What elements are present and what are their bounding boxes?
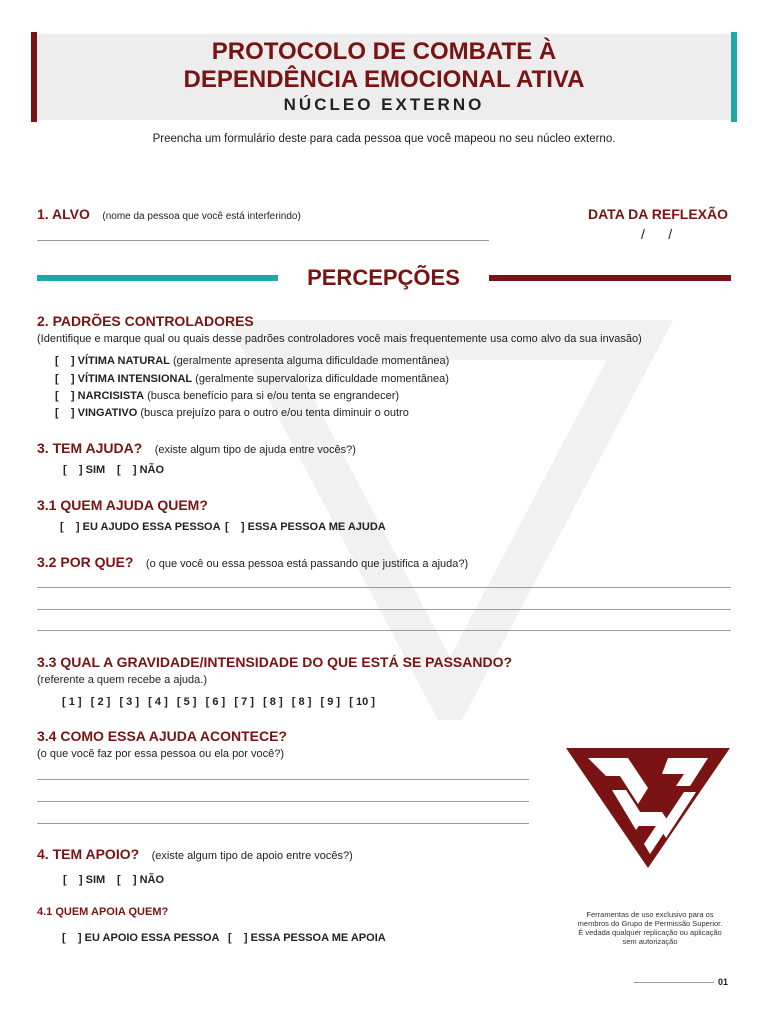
q3-title: 3. TEM AJUDA? (37, 440, 143, 456)
option-label: VÍTIMA INTENSIONAL (77, 373, 193, 385)
q31-title: 3.1 QUEM AJUDA QUEM? (37, 497, 208, 513)
page-number: 01 (718, 977, 729, 987)
q41-option-2[interactable]: [ ] ESSA PESSOA ME APOIA (228, 932, 386, 944)
data-reflexao-label: DATA DA REFLEXÃO (588, 206, 728, 222)
q3-option-sim[interactable]: [ ] SIM (63, 464, 106, 476)
q32-answer-line-3[interactable] (37, 630, 731, 631)
q41-option-1[interactable]: [ ] EU APOIO ESSA PESSOA (62, 932, 220, 944)
header-right-bar (731, 32, 737, 122)
data-reflexao-field[interactable]: / / (641, 226, 673, 242)
gps-logo-icon (566, 746, 730, 870)
alvo-block (37, 206, 301, 224)
q2-option-3[interactable] (55, 390, 399, 402)
q32-answer-line-1[interactable] (37, 587, 731, 588)
q41-title: 4.1 QUEM APOIA QUEM? (37, 906, 169, 918)
option-label: VINGATIVO (77, 407, 138, 419)
checkbox[interactable]: [ ] (55, 373, 75, 385)
footer-rule (634, 982, 714, 983)
q34-title: 3.4 COMO ESSA AJUDA ACONTECE? (37, 728, 287, 744)
q3-note: (existe algum tipo de ajuda entre vocês?) (154, 444, 356, 456)
q31-option-2[interactable]: [ ] ESSA PESSOA ME AJUDA (225, 521, 386, 533)
q2-option-1[interactable] (55, 355, 449, 367)
q33-title: 3.3 QUAL A GRAVIDADE/INTENSIDADE DO QUE ESTÁ SE PASSANDO? (37, 654, 513, 670)
footer-line-1: Ferramentas de uso exclusivo para os (586, 910, 714, 919)
option-label: VÍTIMA NATURAL (77, 355, 170, 367)
checkbox[interactable]: [ ] (55, 390, 75, 402)
option-desc: (busca benefício para si e/ou tenta se engrandecer) (144, 390, 400, 402)
title-line-1: PROTOCOLO DE COMBATE À (211, 38, 557, 65)
footer-line-2: membros do Grupo de Permissão Superior. (577, 919, 723, 928)
q34-answer-line-3[interactable] (37, 823, 529, 824)
section-title: PERCEPÇÕES (307, 265, 460, 290)
checkbox[interactable]: [ ] (55, 407, 75, 419)
q32-note: (o que você ou essa pessoa está passando que justifica a ajuda?) (145, 558, 469, 570)
q33-note: (referente a quem recebe a ajuda.) (37, 674, 207, 686)
q31-option-1[interactable]: [ ] EU AJUDO ESSA PESSOA (60, 521, 221, 533)
q2-title: 2. PADRÕES CONTROLADORES (37, 313, 254, 329)
q4-heading (37, 846, 353, 864)
option-label: NARCISISTA (77, 390, 145, 402)
checkbox[interactable]: [ ] (55, 355, 75, 367)
footer-disclaimer (566, 910, 734, 946)
q33-scale[interactable]: [ 1 ] [ 2 ] [ 3 ] [ 4 ] [ 5 ] [ 6 ] [ 7 ] [ 8 ] [ 8 ] [ 9 ] [ 10 ] (62, 696, 375, 708)
q34-answer-line-2[interactable] (37, 801, 529, 802)
title-line-2: DEPENDÊNCIA EMOCIONAL ATIVA (183, 66, 585, 93)
q32-title: 3.2 POR QUE? (37, 554, 134, 570)
divider-teal (37, 275, 278, 281)
option-desc: (geralmente supervaloriza dificuldade momentânea) (192, 373, 449, 385)
q32-heading (37, 554, 468, 572)
q4-option-sim[interactable]: [ ] SIM (63, 874, 106, 886)
alvo-note: (nome da pessoa que você está interferindo) (102, 211, 301, 222)
intro-text: Preencha um formulário deste para cada pessoa que você mapeou no seu núcleo externo. (152, 133, 616, 145)
footer-line-4: sem autorização (622, 937, 678, 946)
subtitle: NÚCLEO EXTERNO (283, 95, 485, 114)
q34-note: (o que você faz por essa pessoa ou ela por você?) (37, 748, 285, 760)
q2-option-4[interactable] (55, 407, 409, 419)
divider-red (489, 275, 731, 281)
option-desc: (geralmente apresenta alguma dificuldade momentânea) (169, 355, 450, 367)
q32-answer-line-2[interactable] (37, 609, 731, 610)
q2-note: (Identifique e marque qual ou quais desse padrões controladores você mais frequentemente usa como alvo da sua invasão) (37, 333, 642, 345)
option-desc: (busca prejuízo para o outro e/ou tenta diminuir o outro (137, 407, 409, 419)
alvo-label: 1. ALVO (37, 206, 90, 222)
q4-note: (existe algum tipo de apoio entre vocês?) (151, 850, 353, 862)
q3-option-nao[interactable]: [ ] NÃO (117, 464, 165, 476)
q3-heading (37, 440, 356, 458)
alvo-input-line[interactable] (37, 240, 489, 241)
q4-option-nao[interactable]: [ ] NÃO (117, 874, 165, 886)
q4-title: 4. TEM APOIO? (37, 846, 140, 862)
q2-option-2[interactable] (55, 373, 449, 385)
q34-answer-line-1[interactable] (37, 779, 529, 780)
footer-line-3: É vedada qualquer replicação ou aplicação (578, 928, 722, 937)
